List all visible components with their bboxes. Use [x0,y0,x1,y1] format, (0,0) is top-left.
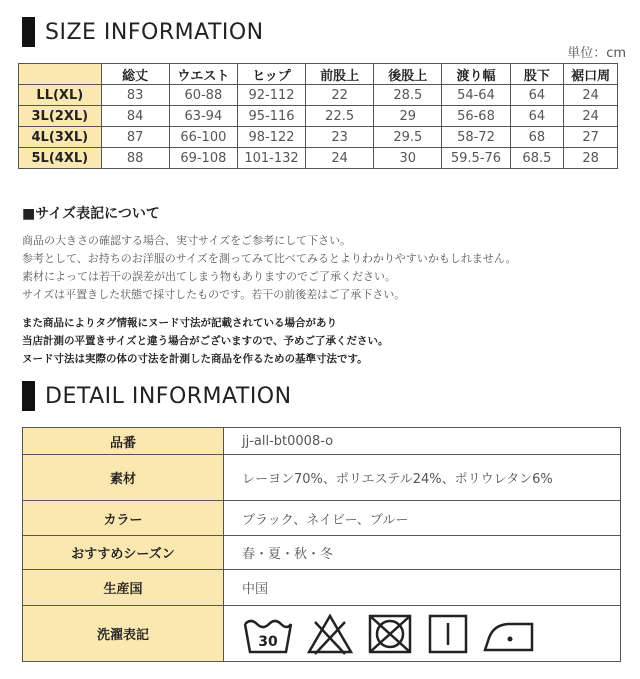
note-line-bold: また商品によりタグ情報にヌード寸法が記載されている場合があり [22,317,337,329]
table-row [19,148,618,169]
size-label: 5L(4XL) [19,148,102,169]
table-cell: 87 [101,127,169,148]
detail-label: 品番 [23,428,224,455]
size-table [18,63,618,169]
table-cell: 24 [564,85,618,106]
size-label: LL(XL) [19,85,102,106]
title-bar-marker [22,17,35,47]
detail-label: 生産国 [23,570,224,606]
table-cell: 56-68 [442,106,510,127]
table-cell: 95-116 [237,106,305,127]
detail-value: ブラック、ネイビー、ブルー [224,501,621,536]
table-cell: 28 [564,148,618,169]
detail-label: カラー [23,501,224,536]
wash-30-icon [242,612,294,656]
table-cell: 58-72 [442,127,510,148]
wash-temp-text: 30 [258,633,278,650]
iron-low-icon [482,612,538,656]
table-cell: 27 [564,127,618,148]
no-bleach-icon [306,612,354,656]
laundry-symbols [224,606,621,662]
size-section-title-text: SIZE INFORMATION [45,19,264,45]
nude-size-notes [22,314,388,368]
detail-section-title [22,381,292,411]
table-cell: 24 [564,106,618,127]
title-bar-marker [22,381,35,411]
table-cell: 64 [510,85,564,106]
detail-value: 中国 [224,570,621,606]
detail-label: おすすめシーズン [23,536,224,570]
note-line: サイズは平置きした状態で採寸したものです。若干の前後差はご了承下さい。 [22,288,406,301]
size-header-cell: 裾口周 [564,64,618,85]
table-cell: 63-94 [169,106,237,127]
table-cell: 64 [510,106,564,127]
size-notes [22,232,517,304]
size-header-cell: 後股上 [374,64,442,85]
table-row [19,106,618,127]
table-cell: 23 [306,127,374,148]
detail-value: レーヨン70%、ポリエステル24%、ポリウレタン6% [224,455,621,501]
size-header-corner [19,64,102,85]
size-header-cell: 総丈 [101,64,169,85]
unit-label: 単位：cm [567,46,626,61]
table-cell: 30 [374,148,442,169]
table-cell: 29 [374,106,442,127]
size-section-title [22,17,264,47]
table-cell: 92-112 [237,85,305,106]
table-row [23,501,621,536]
note-line-bold: 当店計測の平置きサイズと違う場合がございますので、予めご了承ください。 [22,335,389,347]
table-cell: 83 [101,85,169,106]
table-cell: 22 [306,85,374,106]
table-cell: 22.5 [306,106,374,127]
size-label: 4L(3XL) [19,127,102,148]
table-cell: 68 [510,127,564,148]
table-cell: 24 [306,148,374,169]
table-cell: 29.5 [374,127,442,148]
table-cell: 54-64 [442,85,510,106]
table-cell: 69-108 [169,148,237,169]
size-notes-heading: ■サイズ表記について [22,206,160,222]
table-cell: 66-100 [169,127,237,148]
size-table-header [19,64,618,85]
table-row [23,455,621,501]
line-dry-icon [426,612,470,656]
size-header-cell: 前股上 [306,64,374,85]
detail-section-title-text: DETAIL INFORMATION [45,383,292,409]
table-row [19,85,618,106]
table-row [19,127,618,148]
note-line: 参考として、お持ちのお洋服のサイズを測ってみて比べてみるとよりわかりやすいかもしれません。 [22,252,517,265]
detail-label: 素材 [23,455,224,501]
table-cell: 84 [101,106,169,127]
table-row [23,570,621,606]
table-row [23,606,621,662]
detail-value: jj-all-bt0008-o [224,428,621,455]
size-header-cell: 渡り幅 [442,64,510,85]
table-cell: 28.5 [374,85,442,106]
detail-label: 洗濯表記 [23,606,224,662]
table-cell: 68.5 [510,148,564,169]
size-header-cell: 股下 [510,64,564,85]
table-cell: 59.5-76 [442,148,510,169]
note-line-bold: ヌード寸法は実際の体の寸法を計測した商品を作るための基準寸法です。 [22,353,368,365]
note-line: 素材によっては若干の誤差が出てしまう物もありますのでご了承ください。 [22,270,396,283]
note-line: 商品の大きさの確認する場合、実寸サイズをご参考にして下さい。 [22,234,352,247]
no-tumble-dry-icon [366,612,414,656]
detail-table [22,427,621,662]
table-row [23,536,621,570]
detail-value: 春・夏・秋・冬 [224,536,621,570]
size-header-cell: ウエスト [169,64,237,85]
table-cell: 101-132 [237,148,305,169]
size-header-cell: ヒップ [237,64,305,85]
table-cell: 88 [101,148,169,169]
table-cell: 98-122 [237,127,305,148]
size-label: 3L(2XL) [19,106,102,127]
table-cell: 60-88 [169,85,237,106]
table-row [23,428,621,455]
